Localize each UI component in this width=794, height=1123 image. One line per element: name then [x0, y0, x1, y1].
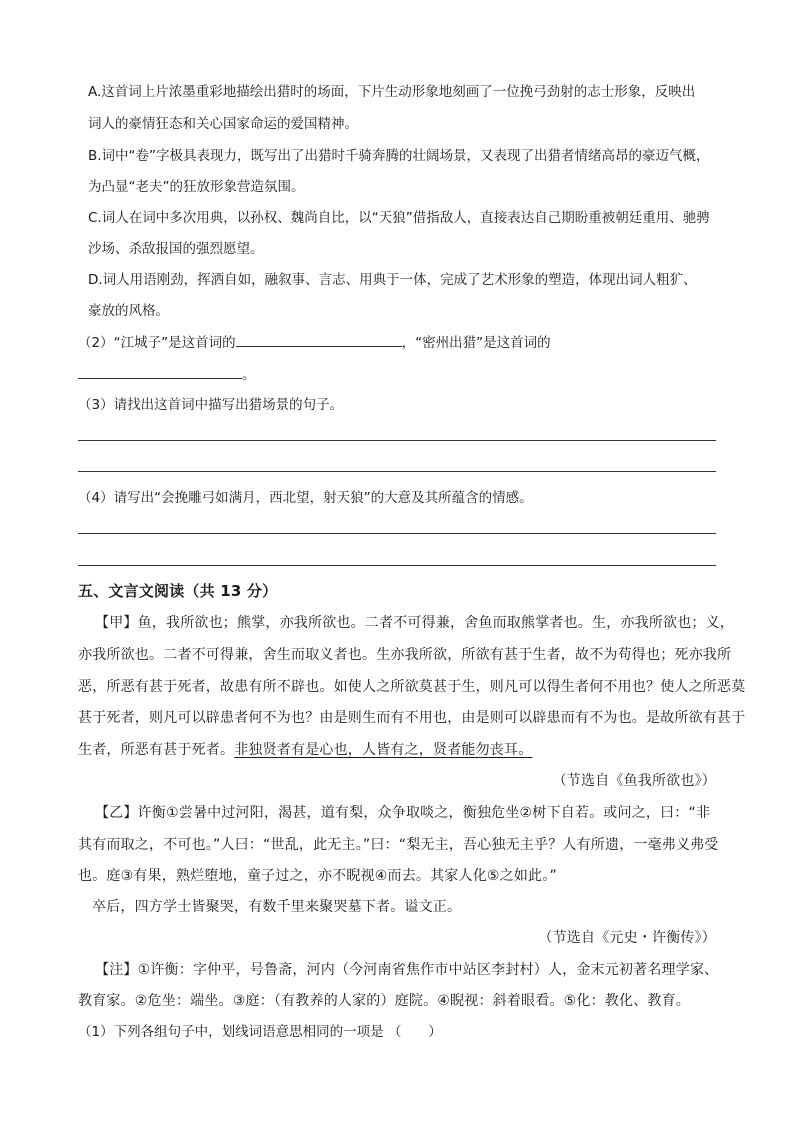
answer-line[interactable] — [78, 565, 716, 566]
passage-jia-line4: 甚于死者，则凡可以辟患者何不为也？由是则生而有不用也，由是则可以辟患而有不为也。是故所欲有甚于 — [78, 710, 746, 726]
option-c-line1: C.词人在词中多次用典，以孙权、魏尚自比，以“天狼”借指敌人，直接表达自己期盼重被朝廷重用、驰骋 — [88, 210, 710, 226]
option-a-line2: 词人的豪情狂态和关心国家命运的爱国精神。 — [88, 116, 358, 132]
option-b-line1: B.词中“卷”字极具表现力，既写出了出猎时千骑奔腾的壮阔场景，又表现了出猎者情绪高昂的豪迈气概， — [88, 148, 710, 164]
passage-jia-line1: 【甲】鱼，我所欲也；熊掌，亦我所欲也。二者不可得兼，舍鱼而取熊掌者也。生，亦我所欲也；义， — [95, 615, 734, 631]
passage-yi-line4: 卒后，四方学士皆聚哭，有数千里来聚哭墓下者。谥文正。 — [92, 899, 462, 915]
passage-yi-line2: 其有而取之，不可也。”人曰：“世乱，此无主。”曰：“梨无主，吾心独无主乎？人有所遗，一毫弗义弗受 — [78, 837, 719, 853]
question-4: （4）请写出“会挽雕弓如满月，西北望，射天狼”的大意及其所蕴含的情感。 — [78, 490, 533, 506]
passage-yi-line3: 也。庭③有果，熟烂堕地，童子过之，亦不睨视④而去。其家人化⑤之如此。” — [78, 868, 557, 884]
passage-jia-line2: 亦我所欲也。二者不可得兼，舍生而取义者也。生亦我所欲，所欲有甚于生者，故不为苟得也；死亦我所 — [78, 647, 732, 663]
passage-jia-line3: 恶，所恶有甚于死者，故患有所不辟也。如使人之所欲莫甚于生，则凡可以得生者何不用也？使人之所恶莫 — [78, 679, 746, 695]
answer-line[interactable] — [78, 471, 716, 472]
option-a-line1: A.这首词上片浓墨重彩地描绘出猎时的场面，下片生动形象地刻画了一位挽弓劲射的志士形象，反映出 — [88, 84, 696, 100]
passage-jia-source: （节选自《鱼我所欲也》） — [552, 773, 716, 789]
passage-yi-source: （节选自《元史・许衡传》） — [538, 930, 716, 946]
q2-end: 。 — [242, 367, 256, 383]
answer-line[interactable] — [78, 533, 716, 534]
answer-line[interactable] — [78, 440, 716, 441]
question-2 — [78, 332, 551, 353]
notes-line2: 教育家。②危坐：端坐。③庭：（有教养的人家的）庭院。④睨视：斜着眼看。⑤化：教化、教育。 — [78, 993, 691, 1009]
q2-blank-2[interactable] — [78, 364, 242, 379]
notes-line1: 【注】①许衡：字仲平，号鲁斋，河内（今河南省焦作市中站区李封村）人，金末元初著名理学家、 — [95, 962, 719, 978]
question-2-cont — [78, 364, 256, 385]
section-5-title: 五、文言文阅读（共 13 分） — [78, 582, 278, 600]
option-b-line2: 为凸显“老夫”的狂放形象营造氛围。 — [88, 179, 305, 195]
q2-blank-1[interactable] — [236, 332, 402, 347]
q2-part2: ，“密州出猎”是这首词的 — [401, 335, 551, 351]
section-5-question-1: （1）下列各组句子中，划线词语意思相同的一项是 （ ） — [78, 1024, 442, 1040]
q2-part1: （2）“江城子”是这首词的 — [78, 335, 236, 351]
passage-jia-line5 — [78, 740, 532, 760]
option-c-line2: 沙场、杀敌报国的强烈愿望。 — [88, 241, 264, 257]
passage-yi-line1: 【乙】许衡①尝暑中过河阳，渴甚，道有梨，众争取啖之，衡独危坐②树下自若。或问之，曰：“非 — [95, 805, 711, 821]
question-3: （3）请找出这首词中描写出猎场景的句子。 — [78, 397, 344, 413]
option-d-line2: 豪放的风格。 — [88, 303, 169, 319]
underlined-sentence: 非独贤者有是心也，人皆有之，贤者能勿丧耳。 — [234, 742, 533, 758]
passage-jia-line5-plain: 生者，所恶有甚于死者。 — [78, 742, 235, 758]
option-d-line1: D.词人用语刚劲，挥洒自如，融叙事、言志、用典于一体，完成了艺术形象的塑造，体现出词人粗犷、 — [88, 272, 697, 288]
